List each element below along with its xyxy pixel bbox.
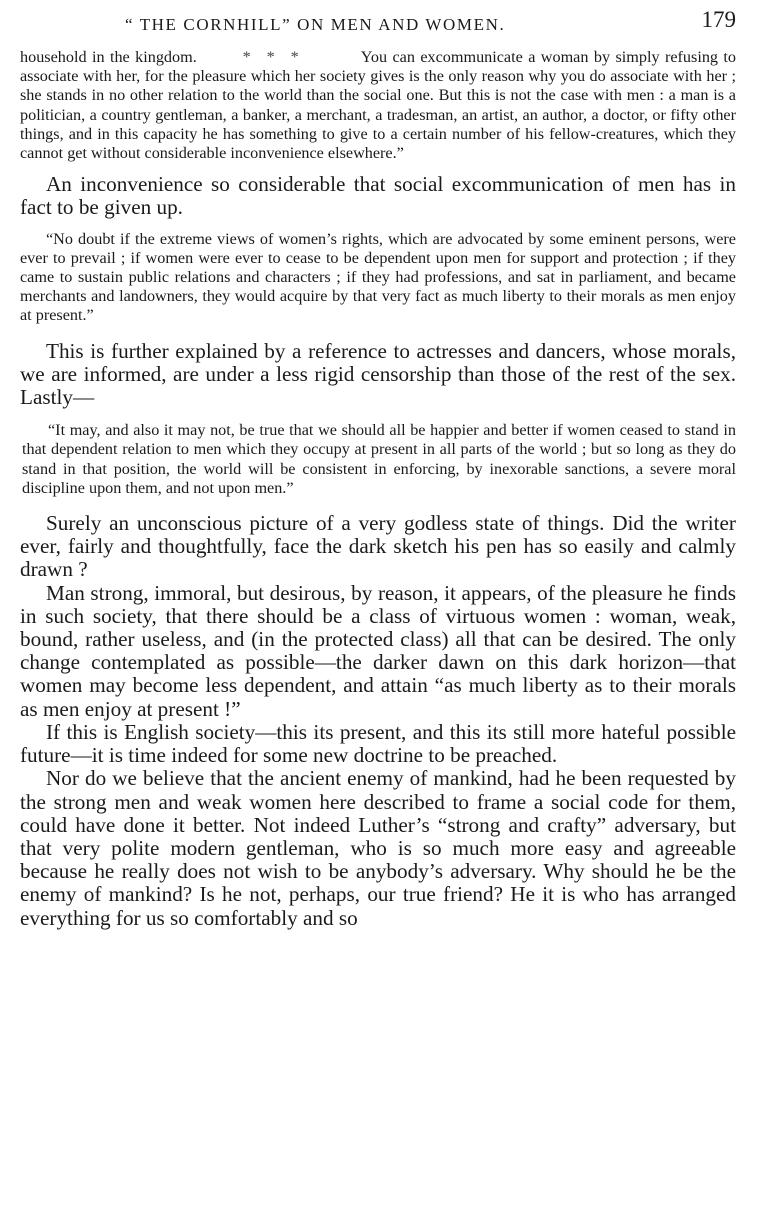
ellipsis-star-2: *: [266, 48, 275, 66]
body-paragraph-6: Nor do we believe that the ancient enemy of mankind, had he been requested by the strong men and weak women here described to frame a social code for them, could have done it better. Not indeed Luther’s “strong and crafty” adversary, but that very polite modern gentleman, who is so much more easy and agreeable because he really does not wish to be anybody’s adversary. Why should he be the enemy of mankind? Is he not, perhaps, our true friend? He it is who has arranged everything for us so comfortably and so: [20, 766, 736, 930]
body-paragraph-3: Surely an unconscious picture of a very godless state of things. Did the writer ever, fairly and thoughtfully, face the dark sketch his pen has so easily and calmly drawn ?: [20, 511, 736, 582]
body-paragraph-4: Man strong, immoral, but desirous, by reason, it appears, of the pleasure he finds in such society, that there should be a class of virtuous women : woman, weak, bound, rather useless, and (in the protected class) all that can be desired. The only change contemplated as possible—the darker dawn on this dark horizon—that women may become less dependent, and attain “as much liberty as to their morals as men enjoy at present !”: [20, 580, 736, 721]
quote-text-after-stars: You can excommunicate a woman by simply refusing to associate with her, for the pleasure which her society gives is the only reason why you do associate with her ; she stands in no other relation to the world than the social one. But this is not the case with men : a man is a politician, a country gentleman, a banker, a merchant, a tradesman, an artist, an author, a doctor, or fifty other things, and in this capacity he has something to give to a certain number of his fellow-creatures, which they cannot get without considerable inconvenience elsewhere.”: [20, 48, 737, 163]
running-head: “ THE CORNHILL” ON MEN AND WOMEN.: [125, 15, 506, 34]
block-quote-2: “No doubt if the extreme views of women’s rights, which are advocated by some eminent persons, were ever to prevail ; if women were ever to cease to be dependent upon men for support and protection ; if they came to sustain public relations and characters ; if they had professions, and sat in parliament, and became merchants and landowners, they would acquire by that very fact as much liberty to their morals as men enjoy at present.”: [20, 229, 736, 325]
body-paragraph-2: This is further explained by a reference to actresses and dancers, whose morals, we are informed, are under a less rigid censorship than those of the rest of the sex. Lastly—: [20, 338, 736, 410]
ellipsis-star-3: *: [290, 48, 299, 66]
body-paragraph-5: If this is English society—this its present, and this its still more hateful possible future—it is time indeed for some new doctrine to be preached.: [20, 719, 736, 768]
quote-text-before-stars: household in the kingdom.: [20, 48, 197, 66]
page-header: [20, 4, 736, 48]
page-number: 179: [701, 7, 736, 32]
body-paragraph-1: An inconvenience so considerable that social excommunication of men has in fact to be given up.: [20, 172, 736, 220]
block-quote-1: [20, 48, 736, 163]
block-quote-3: “It may, and also it may not, be true that we should all be happier and better if women ceased to stand in that dependent relation to men which they occupy at present in all parts of the world ; but so long as they do stand in that position, the world will be consistent in enforcing, by inexorable sanctions, a severe moral discipline upon them, and not upon men.”: [22, 421, 736, 497]
ellipsis-star-1: *: [242, 48, 251, 66]
